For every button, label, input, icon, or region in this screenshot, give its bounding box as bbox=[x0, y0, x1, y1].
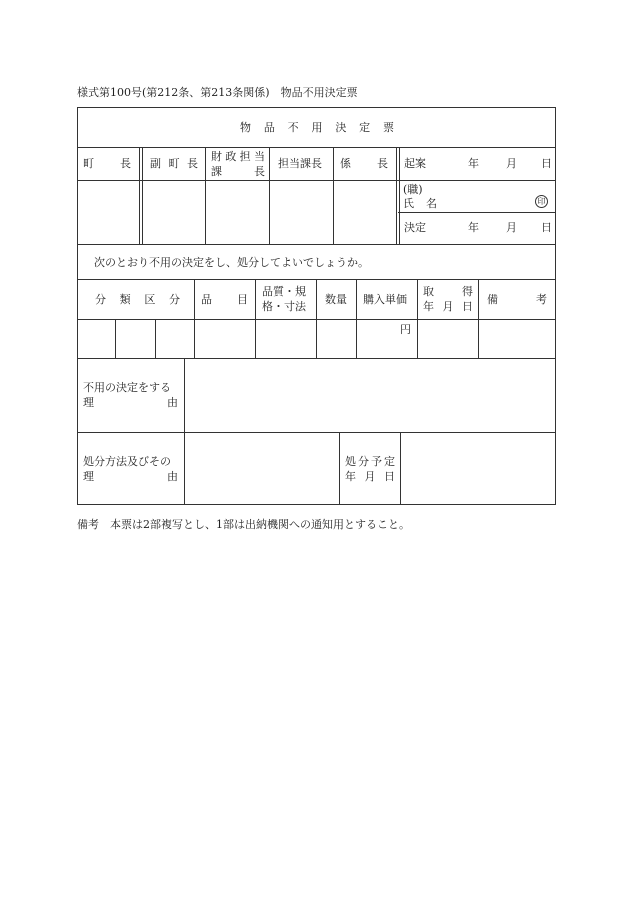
col-divider bbox=[400, 432, 401, 505]
disposal-label-line1: 処分方法及びその bbox=[83, 455, 171, 468]
col-divider bbox=[339, 432, 340, 505]
col-divider bbox=[356, 279, 357, 358]
job-title-label: (職) bbox=[403, 183, 423, 196]
col-divider bbox=[478, 279, 479, 358]
acquired-header-line1: 取 得 bbox=[423, 285, 473, 298]
unit-price-header: 購入単価 bbox=[363, 293, 407, 306]
name-label: 氏 名 bbox=[403, 197, 437, 210]
col-divider bbox=[155, 319, 156, 358]
staff-header: 係 長 bbox=[340, 157, 388, 170]
category-header: 分 類 区 分 bbox=[95, 293, 180, 306]
quality-header-line2: 格・寸法 bbox=[262, 300, 306, 313]
planned-label-line2: 年 月 日 bbox=[345, 470, 395, 483]
quantity-header: 数量 bbox=[325, 293, 347, 306]
col-divider bbox=[194, 279, 195, 358]
col-divider bbox=[399, 147, 400, 244]
disposal-label-line2: 理 由 bbox=[83, 470, 178, 483]
row-divider bbox=[398, 212, 556, 213]
col-divider bbox=[184, 358, 185, 505]
acquired-header-line2: 年 月 日 bbox=[423, 300, 473, 313]
decision-year: 年 bbox=[468, 221, 479, 234]
row-divider bbox=[77, 180, 556, 181]
chief-header: 町 長 bbox=[83, 157, 131, 170]
row-divider bbox=[77, 432, 556, 433]
finance-header-line1: 財 政 担 当 bbox=[211, 150, 265, 163]
remarks-header: 備 考 bbox=[487, 293, 547, 306]
col-divider bbox=[417, 279, 418, 358]
row-divider bbox=[77, 358, 556, 359]
deputy-header: 副 町 長 bbox=[150, 157, 198, 170]
col-divider bbox=[333, 147, 334, 244]
col-divider bbox=[142, 147, 143, 244]
seal-mark: 印 bbox=[535, 195, 548, 208]
draft-label: 起案 bbox=[404, 157, 426, 170]
col-divider bbox=[139, 147, 140, 244]
finance-header-line2: 課 長 bbox=[211, 165, 265, 178]
section-chief-header: 担当課長 bbox=[278, 157, 322, 170]
draft-month: 月 bbox=[506, 157, 517, 170]
reason-label-line2: 理 由 bbox=[83, 396, 178, 409]
row-divider bbox=[77, 147, 556, 148]
item-header: 品 目 bbox=[201, 293, 248, 306]
col-divider bbox=[269, 147, 270, 244]
request-statement: 次のとおり不用の決定をし、処分してよいでしょうか。 bbox=[94, 256, 369, 269]
col-divider bbox=[396, 147, 397, 244]
decision-day: 日 bbox=[541, 221, 552, 234]
form-reference: 様式第100号(第212条、第213条関係) 物品不用決定票 bbox=[77, 86, 358, 99]
yen-unit: 円 bbox=[400, 323, 411, 336]
footer-note: 備考 本票は2部複写とし、1部は出納機関への通知用とすること。 bbox=[77, 518, 410, 531]
row-divider bbox=[77, 244, 556, 245]
draft-day: 日 bbox=[541, 157, 552, 170]
col-divider bbox=[205, 147, 206, 244]
draft-year: 年 bbox=[468, 157, 479, 170]
planned-label-line1: 処 分 予 定 bbox=[345, 455, 395, 468]
reason-label-line1: 不用の決定をする bbox=[83, 381, 171, 394]
col-divider bbox=[115, 319, 116, 358]
form-title: 物 品 不 用 決 定 票 bbox=[240, 121, 394, 134]
col-divider bbox=[255, 279, 256, 358]
quality-header-line1: 品質・規 bbox=[262, 285, 306, 298]
col-divider bbox=[316, 279, 317, 358]
decision-label: 決定 bbox=[404, 221, 426, 234]
decision-month: 月 bbox=[506, 221, 517, 234]
